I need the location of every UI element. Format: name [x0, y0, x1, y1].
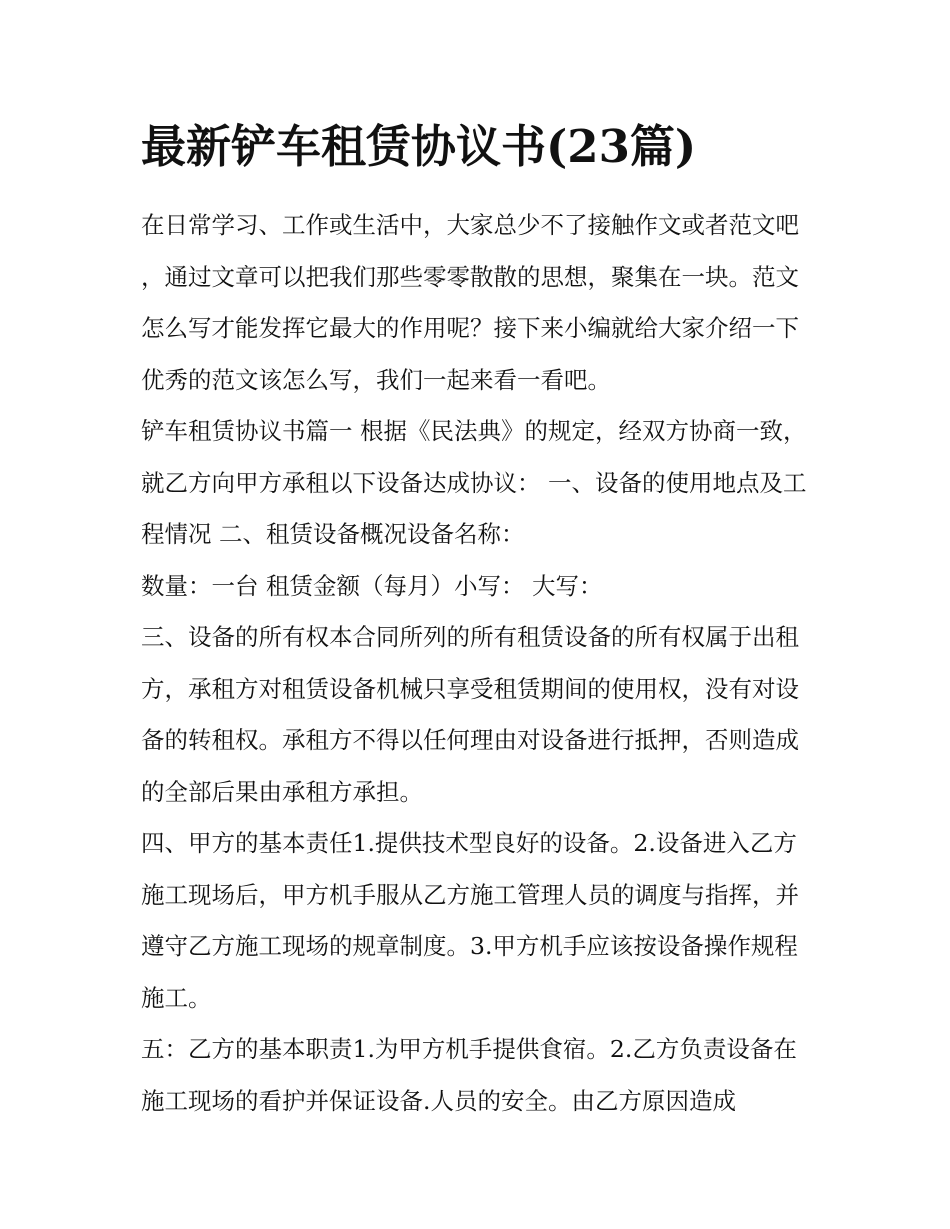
paragraph-ownership: 三、设备的所有权本合同所列的所有租赁设备的所有权属于出租方，承租方对租赁设备机械只享受租赁期间的使用权，没有对设备的转租权。承租方不得以任何理由对设备进行抵押，否则造成的全部后果由承租方承担。 [141, 623, 799, 806]
paragraph-quantity-amount: 数量：一台 租赁金额（每月）小写： 大写： [141, 571, 603, 600]
document-body [141, 112, 813, 1127]
paragraph-agreement-intro: 铲车租赁协议书篇一 根据《民法典》的规定，经双方协商一致，就乙方向甲方承租以下设备达成协议： 一、设备的使用地点及工程情况 二、租赁设备概况设备名称： [141, 417, 807, 548]
paragraph-party-b-duties: 五：乙方的基本职责1.为甲方机手提供食宿。2.乙方负责设备在施工现场的看护并保证设备.人员的安全。由乙方原因造成 [141, 1035, 797, 1115]
paragraph-party-a-duties: 四、甲方的基本责任1.提供技术型良好的设备。2.设备进入乙方施工现场后，甲方机手服从乙方施工管理人员的调度与指挥，并遵守乙方施工现场的规章制度。3.甲方机手应该按设备操作规程施工。 [141, 829, 799, 1012]
document-title: 最新铲车租赁协议书(23篇) [141, 120, 697, 173]
paragraph-intro: 在日常学习、工作或生活中，大家总少不了接触作文或者范文吧，通过文章可以把我们那些零零散散的思想，聚集在一块。范文怎么写才能发挥它最大的作用呢？接下来小编就给大家介绍一下优秀的范文该怎么写，我们一起来看一看吧。 [141, 211, 799, 394]
